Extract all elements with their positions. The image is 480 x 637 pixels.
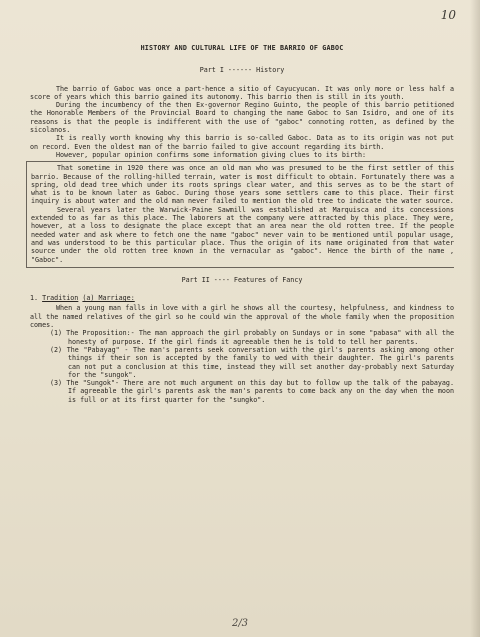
marriage-intro: When a young man falls in love with a girl he shows all the courtesy, helpfulness, and kindness to all the named relatives of the girl so he could win the approval of the whole family when the proposition comes. (30, 304, 454, 330)
page-number: 10 (440, 8, 456, 22)
footer-page-number: 2/3 (231, 618, 249, 629)
part-two-heading: Part II ---- Features of Fancy (181, 275, 303, 284)
origin-paragraph: That sometime in 1920 there was once an old man who was presumed to be the first settler of this barrio. Because of the rolling-hilled terrain, water is most difficult to obtain. Fortunately there was a spring, old dead tree which under its roots springs clear water, and this serves as to be the start of what is to be known later as Gaboc. During those years some settlers came to this place. Their first inquiry is about water and the old man never failed to mention the old tree to indicate the water source. (31, 164, 454, 206)
marriage-step: (1) The Proposition:- The man approach the girl probably on Sundays or in some "pabasa" with all the honesty of purpose. If the girl finds it agreeable then he is told to tell her parents. (50, 329, 454, 346)
section-label: Tradition (42, 294, 79, 303)
history-paragraph: It is really worth knowing why this barrio is so-called Gaboc. Data as to its origin was not put on record. Even the oldest man of the barrio failed to give account regarding its birth. (30, 134, 454, 151)
origin-story-box (26, 161, 454, 268)
section-number: 1. (30, 294, 39, 303)
page-edge-shadow (470, 0, 480, 637)
history-paragraph: During the incumbency of the then Ex-governor Regino Guinto, the people of this barrio petitioned the Honorable Members of the Provincial Board to changing the name Gaboc to San Isidro, and one of its reasons is that the people is indifferent with the use of "gaboc" connoting rotten, as defined by the sicolanos. (30, 101, 454, 135)
history-paragraph: The barrio of Gaboc was once a part-hence a sitio of Cayucyucan. It was only more or less half a score of years which this barrio gained its autonomy. This barrio then is still in its youth. (30, 84, 454, 101)
section-heading (30, 294, 454, 302)
part-one-heading: Part I ------ History (199, 66, 285, 75)
document-body (30, 44, 454, 404)
history-paragraph: However, popular opinion confirms some information giving clues to its birth: (56, 150, 367, 159)
origin-paragraph: Several years later the Warwick-Paine Sawmill was established at Marquisca and its concessions extended to as far as this place. The laborers at the company were attracted by this place. They were, however, at a loss to designate the place except that an area near the old rotten tree. If the people needed water and ask where to fetch one the name "gaboc" never vain to be mentioned until popular usage, and was understood to be this particular place. Thus the origin of its name originated from that water source under the old rotten tree known in the vernacular as "gaboc". Hence the birth of the name , "Gaboc". (31, 205, 454, 264)
marriage-step: (2) The "Pabayag" - The man's parents seek conversation with the girl's parents asking among other things if their son is accepted by the family to wed with their daughter. The girl's parents can not put a conclusion at this time, instead they will set another day-probably next Saturday for the "sungok". (50, 345, 454, 379)
section-sub-label: (a) Marriage: (82, 294, 135, 303)
marriage-step: (3) The "Sungok"- There are not much argument on this day but to follow up the talk of the pabayag. If agreeable the girl's parents ask the man's parents to come back any on the day when the moon is full or at its first quarter for the "sungko". (50, 379, 454, 404)
document-title: HISTORY AND CULTURAL LIFE OF THE BARRIO OF GABOC (140, 44, 344, 52)
